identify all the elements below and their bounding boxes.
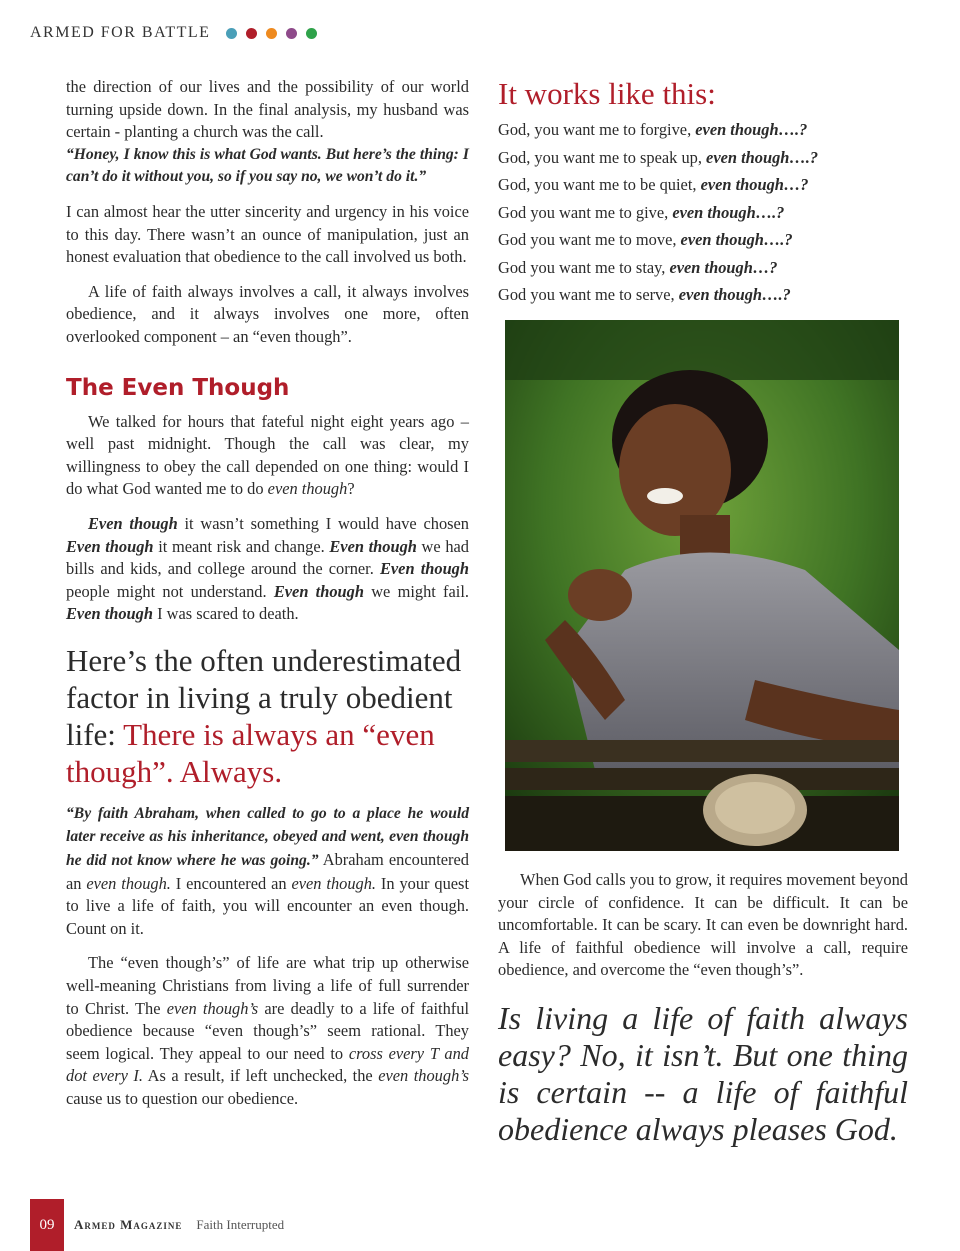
right-column — [498, 76, 908, 309]
paragraph: I can almost hear the utter sincerity and urgency in his voice to this day. There wasn’t an ounce of manipulation, just an honest evaluation that obedience to the call involved us both. — [66, 201, 469, 267]
abraham-paragraph: “By faith Abraham, when called to go to a place he would later receive as his inheritance, obeyed and went, even though he did not know where he was going.” Abraham encountered an even though. I encountered an even though. In your quest to live a life of faith, you will encounter an even though. Count on it. — [66, 804, 469, 938]
final-pull-quote: Is living a life of faith always easy? No, it isn’t. But one thing is certain -- a life of faithful obedience always pleases God. — [498, 999, 908, 1147]
paragraph: The “even though’s” of life are what trip up otherwise well-meaning Christians from living a life of full surrender to Christ. The even though’s are deadly to a life of faithful obedience because “even though’s” seem rational. They seem logical. They appeal to our need to cross every T and dot every I. As a result, if left unchecked, the even though’s cause us to question our obedience. — [66, 953, 469, 1108]
color-dots — [226, 28, 317, 39]
paragraph: the direction of our lives and the possibility of our world turning upside down. In the final analysis, my husband was certain - planting a church was the call. — [66, 77, 469, 142]
right-column-bottom — [498, 869, 908, 1148]
page-footer — [30, 1199, 284, 1251]
left-column — [66, 76, 469, 1111]
page-number: 09 — [30, 1199, 64, 1251]
paragraph: We talked for hours that fateful night eight years ago – well past midnight. Though the call was clear, my willingness to obey the call depended on one thing: would I do what God wanted me to do even though? — [66, 411, 469, 499]
dot-icon — [266, 28, 277, 39]
dot-icon — [286, 28, 297, 39]
section-title: ARMED FOR BATTLE — [30, 24, 211, 41]
works-line: God, you want me to forgive, even though….? — [498, 120, 808, 139]
paragraph: When God calls you to grow, it requires movement beyond your circle of confidence. It can be difficult. It can be uncomfortable. It can be scary. It can even be downright hard. A life of faithful obedience will involve a call, require obedience, and overcome the “even though’s”. — [498, 870, 908, 980]
magazine-name: Armed Magazine — [74, 1217, 183, 1232]
issue-title: Faith Interrupted — [196, 1217, 285, 1232]
dot-icon — [246, 28, 257, 39]
works-line: God you want me to move, even though….? — [498, 230, 793, 249]
paragraph: A life of faith always involves a call, it always involves obedience, and it always involves one more, often overlooked component – an “even though”. — [66, 281, 469, 346]
works-line: God you want me to give, even though….? — [498, 202, 785, 222]
dot-icon — [226, 28, 237, 39]
works-line: God you want me to serve, even though….? — [498, 285, 791, 304]
even-though-list: Even though it wasn’t something I would have chosen Even though it meant risk and change. Even though we had bills and kids, and college around the corner. Even though people might not understand. Even though we might fail. Even though I was scared to death. — [66, 513, 469, 624]
dot-icon — [306, 28, 317, 39]
section-heading: The Even Though — [66, 374, 290, 401]
pull-quote: Here’s the often underestimated factor in living a truly obedient life: There is always an “even though”. Always. — [66, 642, 462, 789]
works-heading: It works like this: — [498, 76, 716, 111]
works-list — [498, 116, 908, 309]
husband-quote: “Honey, I know this is what God wants. But here’s the thing: I can’t do it without you, so if you say no, we won’t do it.” — [66, 145, 469, 186]
works-line: God, you want me to speak up, even though….? — [498, 147, 819, 167]
praying-woman-photo — [505, 320, 899, 851]
photo-illustration — [505, 320, 899, 851]
works-line: God you want me to stay, even though…? — [498, 257, 778, 277]
page-header — [30, 24, 317, 42]
works-line: God, you want me to be quiet, even though…? — [498, 175, 809, 194]
